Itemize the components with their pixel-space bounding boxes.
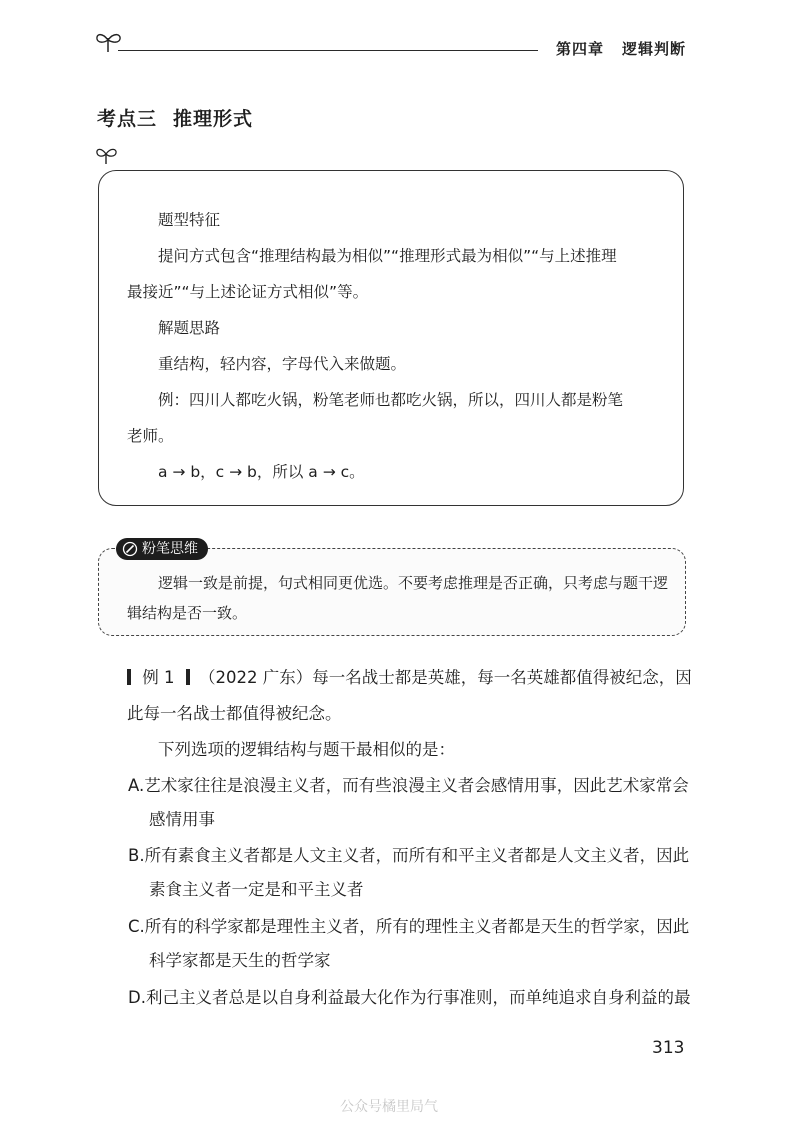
option-d-text-1: 利己主义者总是以自身利益最大化作为行事准则，而单纯追求自身利益的最 — [145, 988, 691, 1007]
pencil-icon — [122, 541, 138, 557]
chalk-line-2: 辑结构是否一致。 — [127, 604, 248, 622]
method-heading: 解题思路 — [158, 319, 221, 337]
option-a-letter: A. — [128, 776, 145, 795]
example-stem-line-2: 此每一名战士都值得被纪念。 — [127, 704, 342, 723]
chapter-title: 逻辑判断 — [622, 40, 687, 58]
option-c-text-1: 所有的科学家都是理性主义者，所有的理性主义者都是天生的哲学家，因此 — [144, 917, 690, 936]
tip-example-line-2: 老师。 — [127, 427, 174, 445]
option-c-text-2: 科学家都是天生的哲学家 — [149, 951, 331, 970]
option-b-text-1: 所有素食主义者都是人文主义者，而所有和平主义者都是人文主义者，因此 — [144, 846, 690, 865]
option-c-letter: C. — [128, 917, 145, 936]
chalk-badge-label: 粉笔思维 — [142, 541, 198, 557]
chapter-number: 第四章 — [556, 40, 605, 58]
method-line: 重结构，轻内容，字母代入来做题。 — [158, 355, 407, 373]
sprout-icon-small — [94, 146, 120, 166]
section-title — [97, 104, 253, 131]
example-tag: 例 1 — [142, 668, 175, 687]
chalk-badge — [116, 538, 208, 560]
option-c — [128, 910, 689, 944]
chalk-line-1: 逻辑一致是前提，句式相同更优选。不要考虑推理是否正确，只考虑与题干逻 — [158, 574, 669, 592]
section-name: 推理形式 — [173, 108, 254, 130]
option-d — [128, 981, 690, 1015]
tag-bar-right — [186, 669, 190, 685]
example-stem-text-1: 每一名战士都是英雄，每一名英雄都值得被纪念，因 — [312, 668, 692, 687]
option-b-letter: B. — [128, 846, 145, 865]
chapter-header — [556, 38, 686, 59]
features-line-2: 最接近”“与上述论证方式相似”等。 — [127, 283, 369, 301]
option-a — [128, 769, 689, 803]
features-line-1: 提问方式包含“推理结构最为相似”“推理形式最为相似”“与上述推理 — [158, 247, 617, 265]
section-label: 考点三 — [97, 108, 158, 130]
tag-bar-left — [127, 669, 131, 685]
example-question: 下列选项的逻辑结构与题干最相似的是： — [158, 740, 455, 759]
option-b-text-2: 素食主义者一定是和平主义者 — [149, 880, 364, 899]
option-b — [128, 839, 689, 873]
header-rule — [118, 50, 538, 51]
tip-example-line-1: 例：四川人都吃火锅，粉笔老师也都吃火锅，所以，四川人都是粉笔 — [158, 391, 624, 409]
page-number: 313 — [652, 1038, 685, 1058]
features-heading: 题型特征 — [158, 211, 221, 229]
watermark: 公众号橘里局气 — [340, 1099, 438, 1115]
option-a-text-2: 感情用事 — [149, 810, 215, 829]
example-source: （2022 广东） — [199, 668, 313, 687]
option-a-text-1: 艺术家往往是浪漫主义者，而有些浪漫主义者会感情用事，因此艺术家常会 — [144, 776, 689, 795]
option-d-letter: D. — [128, 988, 146, 1007]
example-stem-line-1 — [127, 660, 692, 696]
formula: a → b，c → b，所以 a → c。 — [158, 463, 365, 481]
